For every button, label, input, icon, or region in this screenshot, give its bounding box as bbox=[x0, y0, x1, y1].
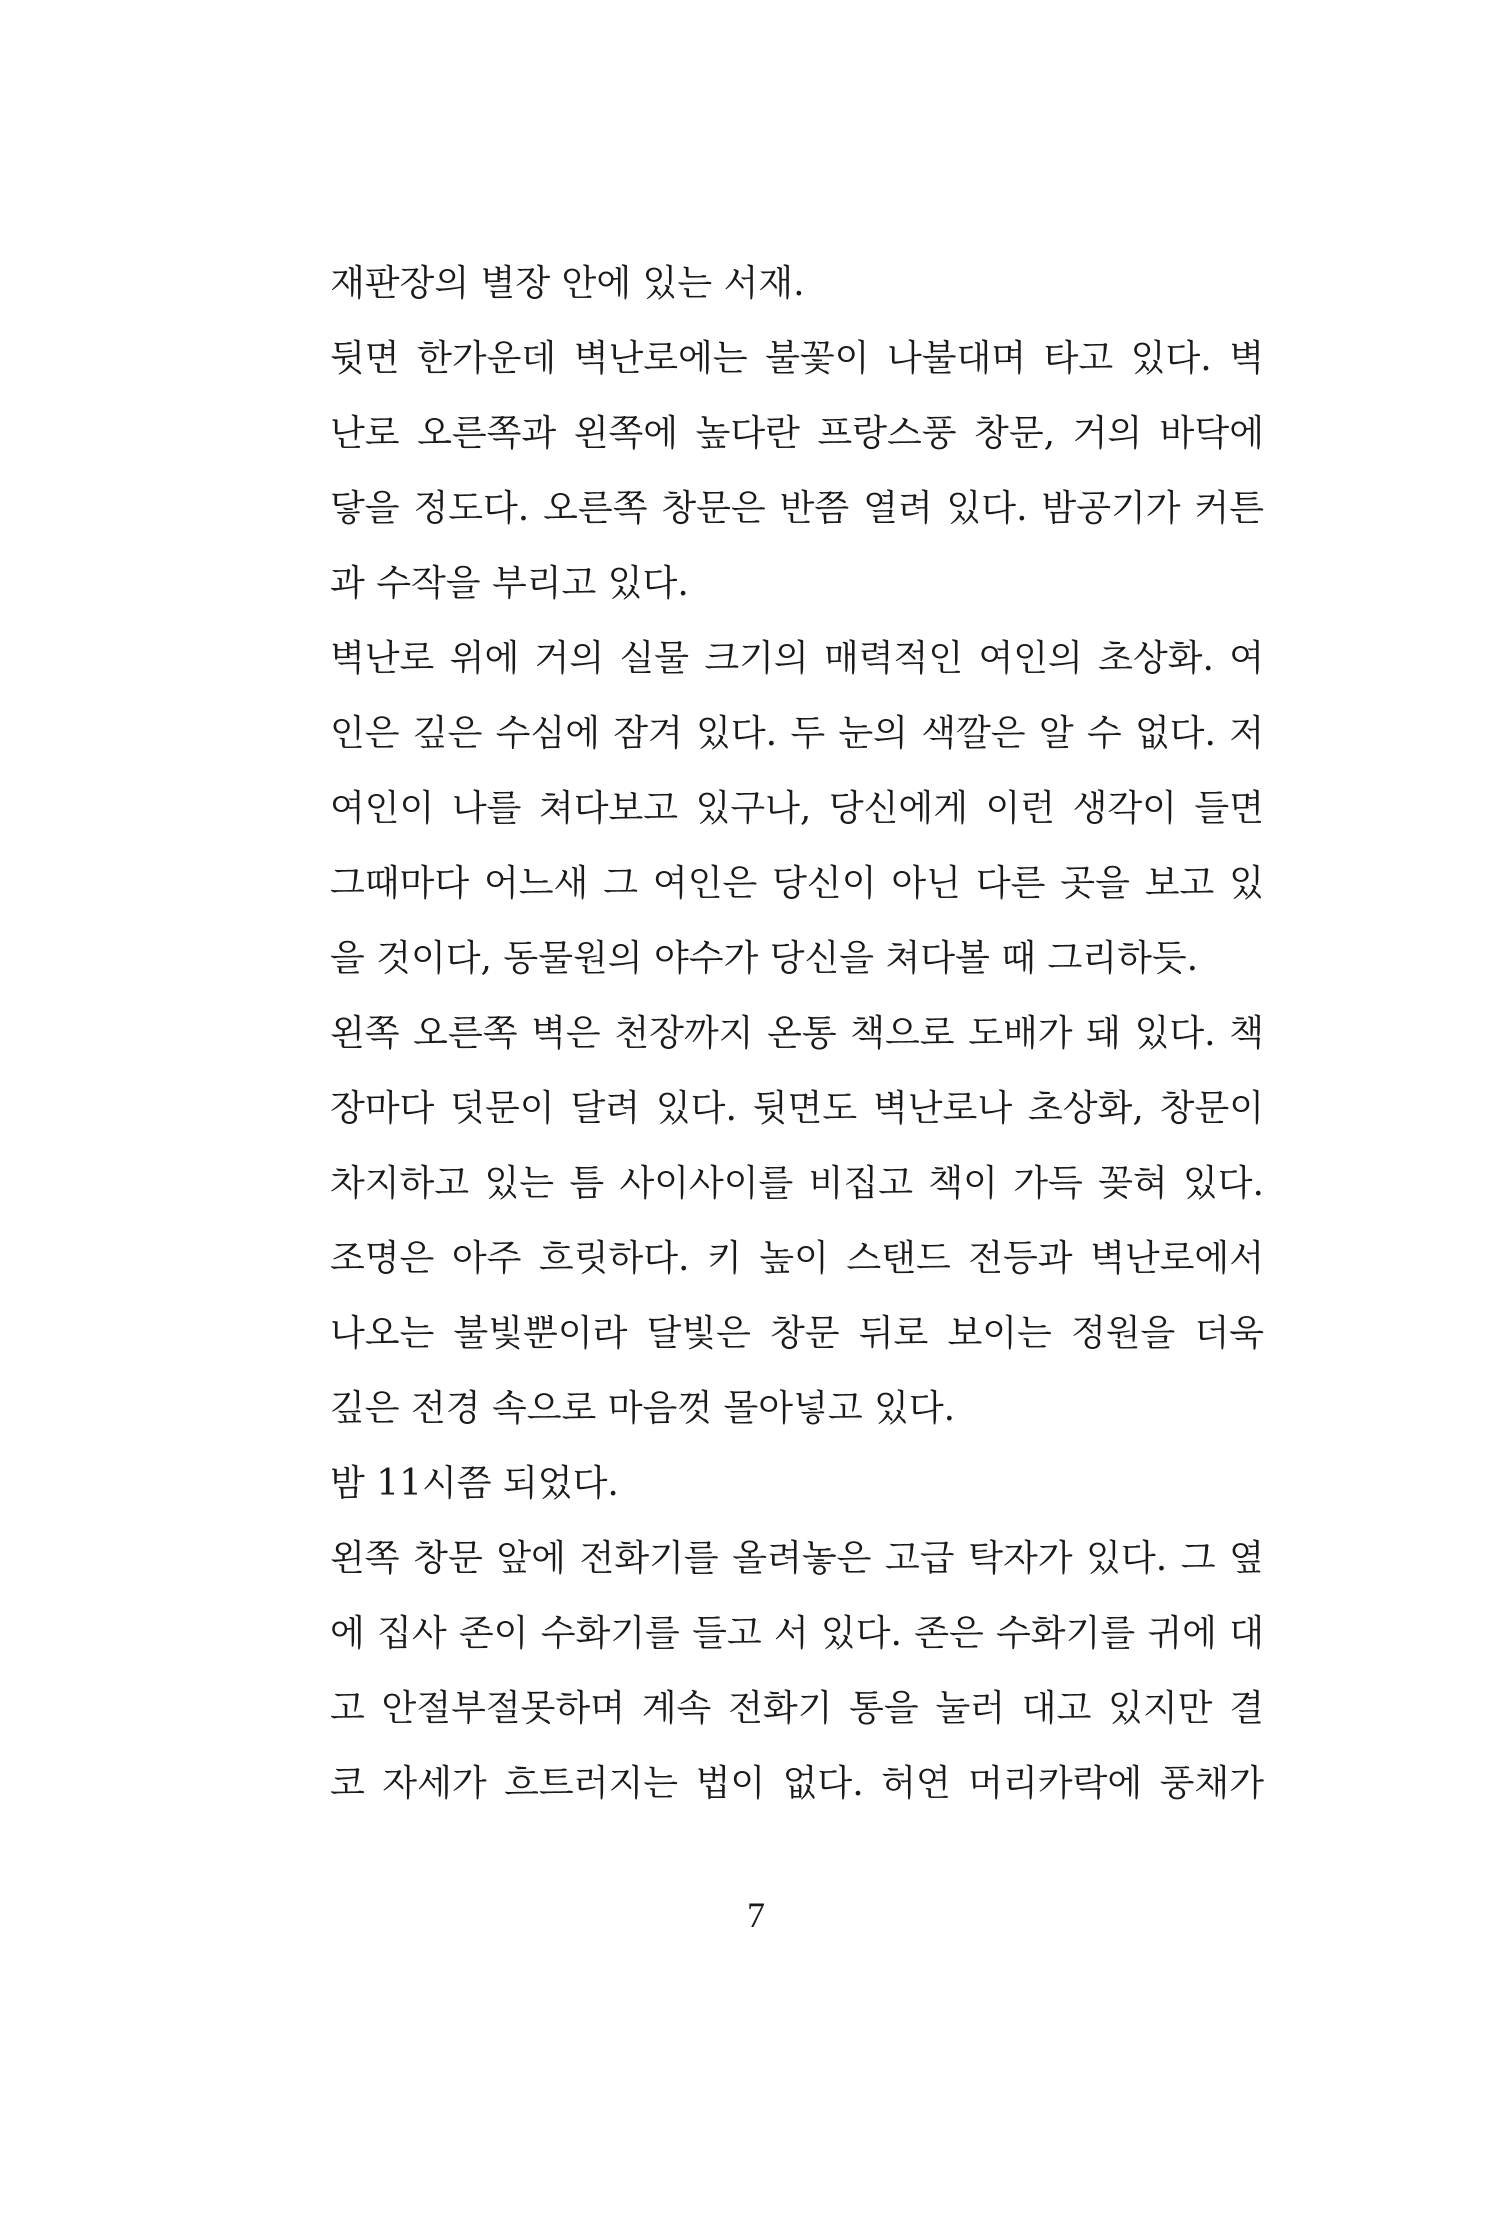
body-text bbox=[330, 246, 1264, 1821]
text-line: 고 안절부절못하며 계속 전화기 통을 눌러 대고 있지만 결 bbox=[330, 1688, 1264, 1729]
text-line: 깊은 전경 속으로 마음껏 몰아넣고 있다. bbox=[330, 1388, 956, 1429]
text-line: 뒷면 한가운데 벽난로에는 불꽃이 나불대며 타고 있다. 벽 bbox=[330, 338, 1264, 379]
text-line: 을 것이다, 동물원의 야수가 당신을 쳐다볼 때 그리하듯. bbox=[330, 938, 1199, 979]
page-number: 7 bbox=[747, 1895, 765, 1935]
text-line: 과 수작을 부리고 있다. bbox=[330, 563, 689, 604]
text-line: 코 자세가 흐트러지는 법이 없다. 허연 머리카락에 풍채가 bbox=[330, 1763, 1264, 1804]
text-line: 닿을 정도다. 오른쪽 창문은 반쯤 열려 있다. 밤공기가 커튼 bbox=[330, 488, 1264, 529]
text-line: 왼쪽 오른쪽 벽은 천장까지 온통 책으로 도배가 돼 있다. 책 bbox=[330, 1013, 1264, 1054]
text-line: 그때마다 어느새 그 여인은 당신이 아닌 다른 곳을 보고 있 bbox=[330, 863, 1264, 904]
text-line: 차지하고 있는 틈 사이사이를 비집고 책이 가득 꽂혀 있다. bbox=[330, 1163, 1264, 1204]
text-line: 나오는 불빛뿐이라 달빛은 창문 뒤로 보이는 정원을 더욱 bbox=[330, 1313, 1264, 1354]
text-line: 재판장의 별장 안에 있는 서재. bbox=[330, 263, 805, 304]
text-line: 벽난로 위에 거의 실물 크기의 매력적인 여인의 초상화. 여 bbox=[330, 638, 1264, 679]
text-line: 여인이 나를 쳐다보고 있구나, 당신에게 이런 생각이 들면 bbox=[330, 788, 1264, 829]
text-line: 난로 오른쪽과 왼쪽에 높다란 프랑스풍 창문, 거의 바닥에 bbox=[330, 413, 1264, 454]
text-line: 왼쪽 창문 앞에 전화기를 올려놓은 고급 탁자가 있다. 그 옆 bbox=[330, 1538, 1264, 1579]
text-line: 조명은 아주 흐릿하다. 키 높이 스탠드 전등과 벽난로에서 bbox=[330, 1238, 1264, 1279]
text-line: 밤 11시쯤 되었다. bbox=[330, 1463, 619, 1504]
text-line: 에 집사 존이 수화기를 들고 서 있다. 존은 수화기를 귀에 대 bbox=[330, 1613, 1264, 1654]
text-line: 인은 깊은 수심에 잠겨 있다. 두 눈의 색깔은 알 수 없다. 저 bbox=[330, 713, 1264, 754]
text-line: 장마다 덧문이 달려 있다. 뒷면도 벽난로나 초상화, 창문이 bbox=[330, 1088, 1264, 1129]
